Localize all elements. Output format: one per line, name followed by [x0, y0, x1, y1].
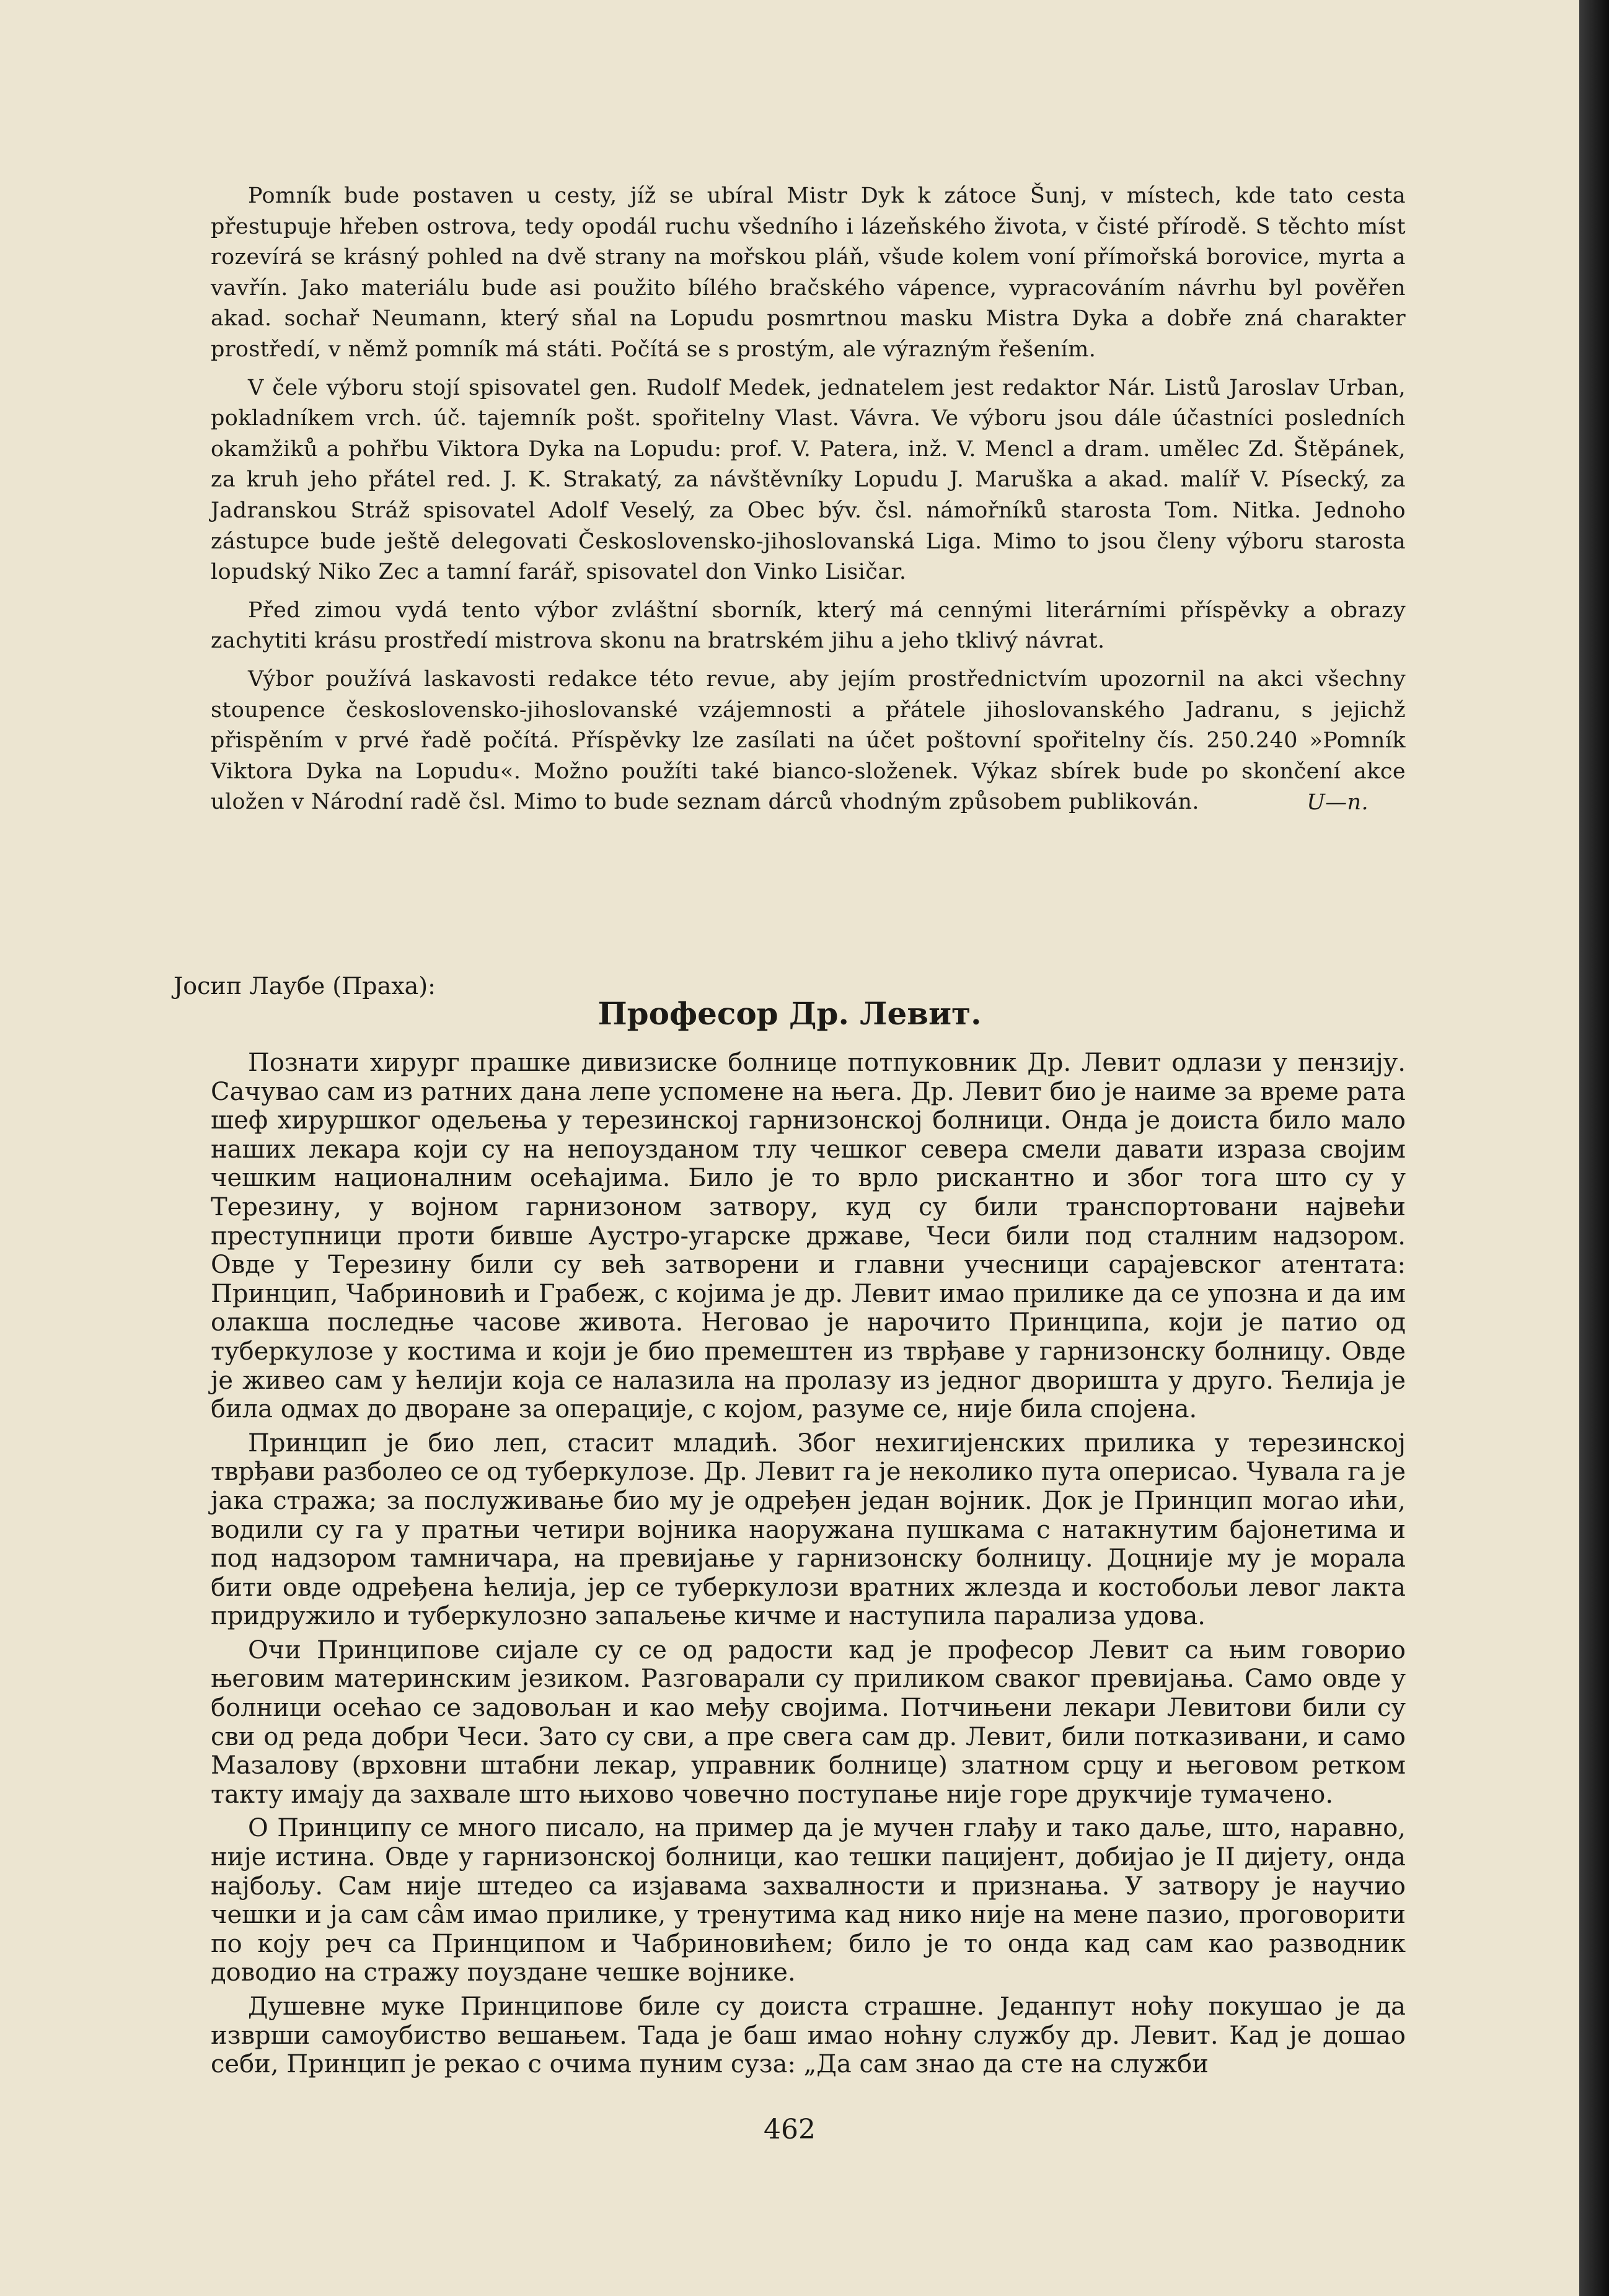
- page-number: 462: [764, 2114, 816, 2145]
- article-paragraph: Очи Принципове сијале су се од радости кад је професор Левит са њим говорио његовим материнским језиком. Разговарали су приликом сваког превијања. Само овде у болници осећао се задовољан и као међу својима. Потчињени лекари Левитови били су сви од реда добри Чеси. Зато су сви, а пре свега сам др. Левит, били потказивани, и само Мазалову (врховни штабни лекар, управник болнице) златном срцу и његовом ретком такту имају да захвале што њихово човечно поступање није горе друкчије тумачено.: [211, 1635, 1406, 1809]
- czech-paragraph: V čele výboru stojí spisovatel gen. Rudolf Medek, jednatelem jest redaktor Nár. Listů Jaroslav Urban, pokladníkem vrch. úč. tajemník pošt. spořitelny Vlast. Vávra. Ve výboru jsou dále účastníci posledních okamžiků a pohřbu Viktora Dyka na Lopudu: prof. V. Patera, inž. V. Mencl a dram. umělec Zd. Štěpánek, za kruh jeho přátel red. J. K. Strakatý, za návštěvníky Lopudu J. Maruška a akad. malíř V. Písecký, za Jadranskou Stráž spisovatel Adolf Veselý, za Obec býv. čsl. námořníků starosta Tom. Nitka. Jednoho zástupce bude ještě delegovati Československo-jihoslovanská Liga. Mimo to jsou členy výboru starosta lopudský Niko Zec a tamní farář, spisovatel don Vinko Lisičar.: [211, 375, 1406, 585]
- article-paragraph: Душевне муке Принципове биле су доиста страшне. Једанпут ноћу покушао је да изврши самоубиство вешањем. Тада је баш имао ноћну службу др. Левит. Кад је дошао себи, Принцип је рекао с очима пуним суза: „Да сам знао да сте на служби: [211, 1992, 1406, 2079]
- czech-section: [211, 181, 1406, 818]
- article-title: Професор Др. Левит.: [597, 995, 982, 1032]
- article-body: [211, 1049, 1406, 2079]
- article-paragraph: Познати хирург прашке дивизиске болнице потпуковник Др. Левит одлази у пензију. Сачувао сам из ратних дана лепе успомене на њега. Др. Левит био је наиме за време рата шеф хируршког одељења у терезинској гарнизонској болници. Онда је доиста било мало наших лекара који су на непоузданом тлу чешког севера смели давати израза својим чешким националним осећајима. Било је то врло рискантно и због тога што су у Терезину, у војном гарнизоном затвору, куд су били транспортовани највећи преступници проти бивше Аустро-угарске државе, Чеси били под сталним надзором. Овде у Терезину били су већ затворени и главни учесници сарајевског атентата: Принцип, Чабриновић и Грабеж, с којима је др. Левит имао прилике да се упозна и да им олакша последње часове живота. Неговао је нарочито Принципа, који је патио од туберкулозе у костима и који је био премештен из тврђаве у гарнизонску болницу. Овде је живео сам у ћелији која се налазила на пролазу из једног дворишта у друго. Ћелија је била одмах до дворане за операције, с којом, разуме се, није била спојена.: [211, 1049, 1406, 1424]
- article-paragraph: О Принципу се много писало, на пример да је мучен глађу и тако даље, што, наравно, није истина. Овде у гарнизонској болници, као тешки пацијент, добијао је II дијету, онда најбољу. Сам није штедео са изјавама захвалности и признања. У затвору је научио чешки и ја сам сâм имао прилике, у тренутима кад нико није на мене пазио, проговорити по коју реч са Принципом и Чабриновићем; било је то онда кад сам као разводник доводио на стражу поуздане чешке војнике.: [211, 1814, 1406, 1987]
- article-author: Јосип Лаубе (Праха):: [174, 972, 436, 1000]
- czech-paragraph: Pomník bude postaven u cesty, jíž se ubíral Mistr Dyk k zátoce Šunj, v místech, kde tato cesta přestupuje hřeben ostrova, tedy opodál ruchu všedního i lázeňského života, v čisté přírodě. S těchto míst rozevírá se krásný pohled na dvě strany na mořskou pláň, všude kolem voní přímořská borovice, myrta a vavřín. Jako materiálu bude asi použito bílého bračského vápence, vypracováním návrhu byl pověřen akad. sochař Neumann, který sňal na Lopudu posmrtnou masku Mistra Dyka a dobře zná charakter prostředí, v němž pomník má státi. Počítá se s prostým, ale výrazným řešením.: [211, 183, 1406, 362]
- scan-edge: [1579, 0, 1609, 2296]
- czech-paragraph: Před zimou vydá tento výbor zvláštní sborník, který má cennými literárními příspěvky a obrazy zachytiti krásu prostředí mistrova skonu na bratrském jihu a jeho tklivý návrat.: [211, 597, 1406, 654]
- signature: U—n.: [1307, 790, 1369, 815]
- czech-paragraph: Výbor používá laskavosti redakce této revue, aby jejím prostřednictvím upozornil na akci všechny stoupence československo-jihoslovanské vzájemnosti a přátele jihoslovanského Jadranu, s jejichž přispěním v prvé řadě počítá. Příspěvky lze zasílati na účet poštovní spořitelny čís. 250.240 »Pomník Viktora Dyka na Lopudu«. Možno použíti také bianco-složenek. Výkaz sbírek bude po skončení akce uložen v Národní radě čsl. Mimo to bude seznam dárců vhodným způsobem publikován.: [211, 666, 1406, 815]
- article-paragraph: Принцип је био леп, стасит младић. Због нехигијенских прилика у терезинској тврђави разболео се од туберкулозе. Др. Левит га је неколико пута оперисао. Чувала га је јака стража; за послуживање био му је одређен један војник. Док је Принцип могао ићи, водили су га у пратњи четири војника наоружана пушкама с натакнутим бајонетима и под надзором тамничара, на превијање у гарнизонску болницу. Доцније му је морала бити овде одређена ћелија, јер се туберкулози вратних жлезда и костобољи левог лакта придружило и туберкулозно запаљење кичме и наступила парализа удова.: [211, 1428, 1406, 1631]
